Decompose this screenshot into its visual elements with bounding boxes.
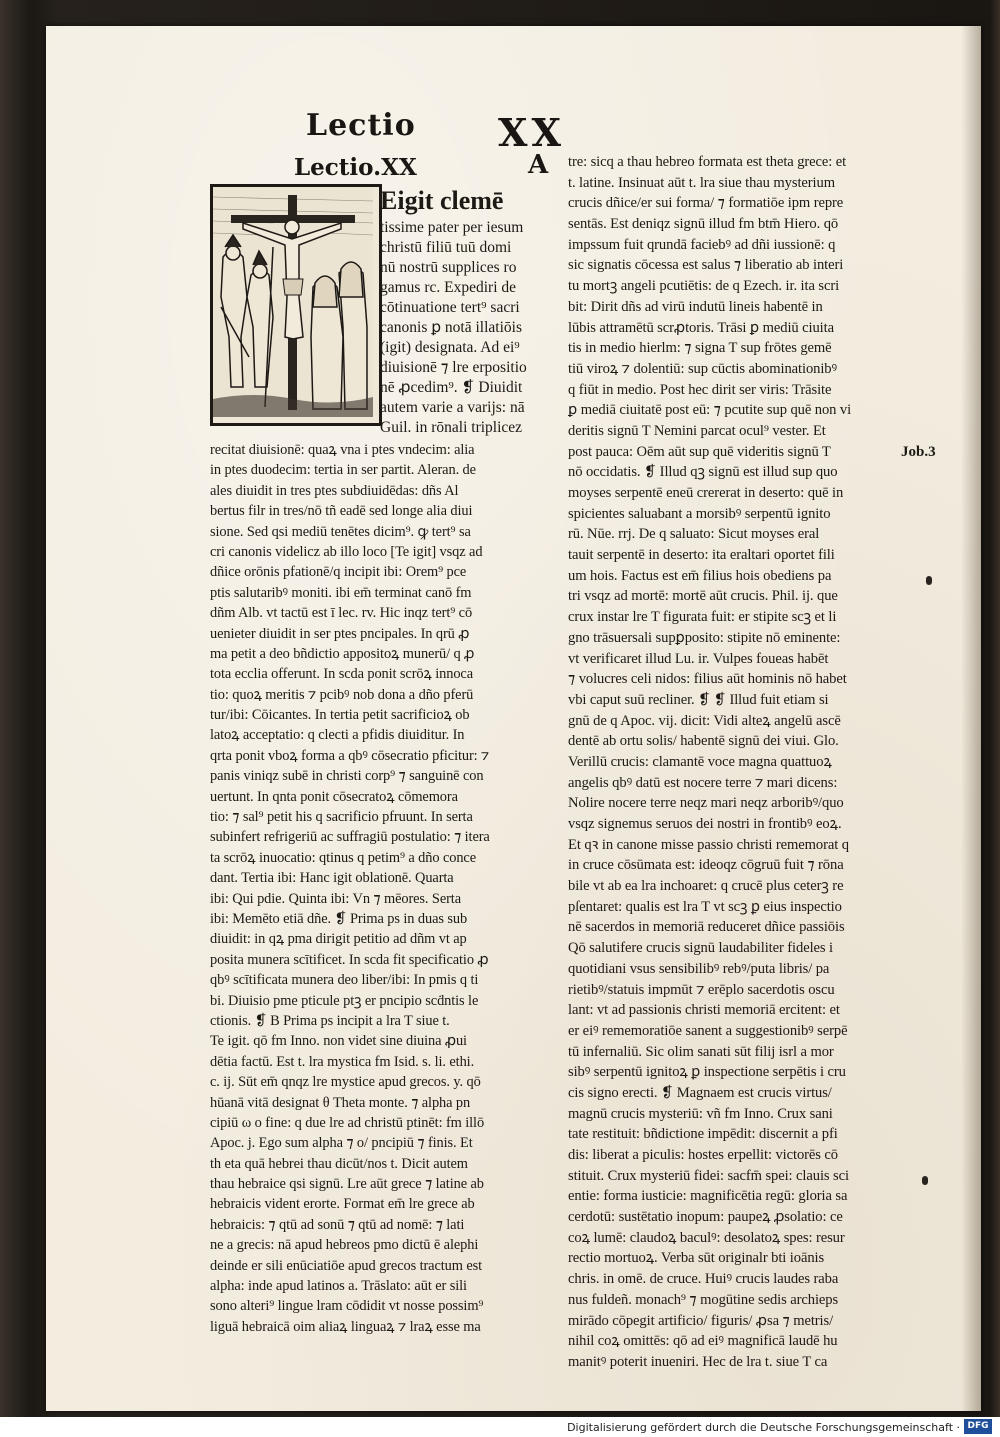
text-line: bile vt ab ea lra inchoaret: q crucē plus ceterꝫ re bbox=[568, 878, 844, 895]
text-line: entie: forma iusticie: magnificētia regū: gloria sa bbox=[568, 1188, 848, 1205]
margin-note: Job.3 bbox=[901, 444, 936, 460]
text-line: panis viniqz subē in christi corp⁹ ⁊ sanguinē con bbox=[210, 768, 484, 785]
text-line: ibi: Qui pdie. Quinta ibi: Vn ⁊ mēores. Serta bbox=[210, 890, 461, 907]
text-line: Nolire nocere terre neqz mari neqz arboribꝰ/quo bbox=[568, 795, 844, 812]
capital-line: tissime pater per iesum bbox=[380, 219, 524, 236]
text-line: coꝝ lumē: claudoꝝ baculꝰ: desolatoꝝ spes: resur bbox=[568, 1229, 845, 1246]
text-line: in ptes duodecim: tertia in ser partit. Aleran. de bbox=[210, 462, 476, 479]
text-line: sic signatis cōcessa est salus ⁊ liberatio ab interi bbox=[568, 257, 844, 274]
text-line: crucis dñice/er sui forma/ ⁊ formatiōe ipm repre bbox=[568, 195, 844, 212]
capital-line: canonis ꝑ notā illatiōis bbox=[380, 319, 522, 336]
text-line: Te igit. qō fm Inno. non videt sine diuina ꝓui bbox=[210, 1033, 467, 1050]
text-line: Et qꝛ in canone misse passio christi rememorat q bbox=[568, 836, 849, 853]
text-line: ales diuidit in tres ptes subdiuidēdas: dñs Al bbox=[210, 482, 459, 499]
text-line: vbi caput suū recliner. ❡ ❡ Illud fuit etiam si bbox=[568, 691, 829, 708]
text-line: crux instar lre T figurata fuit: er stipite scꝫ et li bbox=[568, 609, 837, 626]
text-line: cis signo erecti. ❡ Magnaem est crucis virtus/ bbox=[568, 1084, 832, 1101]
text-line: ma petit a deo bñdictio appositoꝝ munerū/ q ꝓ bbox=[210, 645, 475, 662]
text-line: posita munera scītificet. In scda fit specificatio ꝓ bbox=[210, 951, 489, 968]
text-line: tri vsqz ad mortē: mortē aūt crucis. Phil. ij. que bbox=[568, 588, 838, 605]
text-line: bertus filr in tres/nō tñ eadē sed longe alia diui bbox=[210, 503, 473, 520]
text-line: diuidit: in qꝝ pma dirigit petitio ad dñm vt ap bbox=[210, 931, 467, 948]
capital-line: cōtinuatione tert⁹ sacri bbox=[380, 299, 520, 316]
funding-notice: Digitalisierung gefördert durch die Deutsche Forschungsgemeinschaft · bbox=[567, 1421, 960, 1434]
text-line: moyses serpentē eneū crererat in deserto: quē in bbox=[568, 485, 844, 501]
text-line: qbꝰ scītificata munera deo liber/ibi: In pmis q ti bbox=[210, 972, 479, 989]
text-line: tū infernaliū. Sic olim sanati sūt filij isrl a mor bbox=[568, 1043, 834, 1060]
text-line: hebraicis vident erorte. Format em̄ lre grece ab bbox=[210, 1196, 475, 1213]
text-line: hūanā vitā designat θ Theta monte. ⁊ alpha pn bbox=[210, 1094, 471, 1111]
text-line: magnū crucis mysteriū: vñ fm Inno. Crux sani bbox=[568, 1105, 833, 1122]
text-line: chris. in omē. de cruce. Huiꝰ crucis laudes raba bbox=[568, 1271, 839, 1288]
left-text-column bbox=[210, 440, 540, 1337]
text-line: mirādo cōpegit artificio/ figuris/ ꝓsa ⁊ metris/ bbox=[568, 1312, 834, 1329]
text-line: ⁊ volucres celi nidos: filius aūt hominis nō habet bbox=[568, 671, 847, 688]
text-line: dñice orōnis pfationē/q incipit ibi: Orem⁹ pce bbox=[210, 564, 467, 581]
text-line: cerdotū: sustētatio inopum: paupeꝝ ꝓsolatio: ce bbox=[568, 1209, 843, 1226]
text-line: rectio mortuoꝝ. Verba sūt originalr bti ioānis bbox=[568, 1250, 825, 1267]
text-line: Qō salutifere crucis signū laudabiliter fideles i bbox=[568, 940, 833, 957]
text-line: sibꝰ serpentū ignitoꝝ ꝑ inspectione serpētis i cru bbox=[568, 1064, 846, 1081]
capital-line: diuisionē ⁊ lre erpositio bbox=[380, 359, 527, 376]
text-line: um hois. Factus est em̄ filius hois obediens pa bbox=[568, 567, 832, 584]
right-text-column bbox=[568, 152, 908, 1373]
text-line: lant: vt ad passionis christi memoriā ercitent: et bbox=[568, 1002, 840, 1019]
ink-speck bbox=[926, 576, 932, 585]
text-line: vt verificaret illud Lu. ir. Vulpes foueas habēt bbox=[568, 650, 829, 667]
text-line: tate restituit: bñdictione impēdit: discernit a pfi bbox=[568, 1126, 838, 1143]
text-line: sentās. Est deniqz signū illud fm btm̄ Hiero. qō bbox=[568, 216, 839, 233]
text-line: deritis signū T Nemini parcat ocul⁹ vester. Et bbox=[568, 422, 826, 439]
text-line: pſentaret: qualis est lra T vt scꝫ ꝑ eius inspectio bbox=[568, 898, 842, 915]
text-line: ta scrōꝝ inuocatio: qtinus q petim⁹ a dño conce bbox=[210, 849, 477, 866]
text-line: ptis salutaribꝰ moniti. ibi em̄ terminat canō fm bbox=[210, 584, 472, 601]
text-line: qrta ponit vboꝝ forma a qbꝰ cōsecratio pficitur: ⁊ bbox=[210, 747, 490, 764]
text-line: spicientes saluabant a morsibꝰ serpentū ignito bbox=[568, 505, 831, 522]
section-letter: A bbox=[528, 150, 549, 180]
text-line: thau hebraice qsi signū. Lre aūt grece ⁊ latine ab bbox=[210, 1176, 484, 1193]
text-line: bit: Dirit dñs ad virū indutū lineis habentē in bbox=[568, 298, 823, 315]
text-line: ctionis. ❡ B Prima ps incipit a lra T siue t. bbox=[210, 1012, 450, 1029]
running-head-folio: XX bbox=[498, 110, 565, 155]
text-line: bi. Diuisio pme pticule ptꝫ er pncipio scḋntis le bbox=[210, 992, 479, 1009]
capital-line: Guil. in rōnali triplicez bbox=[380, 419, 523, 436]
text-line: uertunt. In qnta ponit cōsecratoꝝ cōmemora bbox=[210, 788, 458, 805]
capital-line: nē ꝓcedim⁹. ❡ Diuidit bbox=[380, 379, 523, 396]
text-line: tota ecclia offerunt. In scda ponit scrōꝝ innoca bbox=[210, 666, 473, 683]
text-line: stituit. Crux mysteriū fidei: sacfm̄ spei: clauis sci bbox=[568, 1167, 849, 1184]
text-line: er eiꝰ rememoratiōe sanent a suggestionibꝰ serpē bbox=[568, 1022, 848, 1039]
text-line: Verillū crucis: clamantē voce magna quattuoꝝ bbox=[568, 753, 832, 770]
text-line: ibi: Memēto etiā dñe. ❡ Prima ps in duas sub bbox=[210, 910, 468, 927]
text-line: uenieter diuidit in ser ptes pncipales. In qrū ꝓ bbox=[210, 625, 470, 642]
text-line: tur/ibi: Cōicantes. In tertia petit sacrificioꝝ ob bbox=[210, 707, 470, 724]
capital-line: (igit) designata. Ad ei⁹ bbox=[380, 339, 520, 356]
text-line: nus fuldeñ. monach⁹ ⁊ mogūtine sedis archieps bbox=[568, 1291, 839, 1308]
text-line: dētia factū. Est t. lra mystica fm Isid. s. li. ethi. bbox=[210, 1053, 475, 1070]
text-line: ꝑ mediā ciuitatē post eū: ⁊ pcutite sup quē non vi bbox=[568, 402, 852, 419]
text-line: sione. Sed qsi mediū tenētes dicim⁹. ꝙ tert⁹ sa bbox=[210, 523, 471, 540]
text-line: tre: sicq a thau hebreo formata est theta grece: et bbox=[568, 154, 847, 170]
text-line: Apoc. j. Ego sum alpha ⁊ o/ pncipiū ⁊ finis. Et bbox=[210, 1135, 473, 1152]
text-line: angelis qbꝰ datū est nocere terre ⁊ mari dicens: bbox=[568, 774, 838, 791]
ink-speck bbox=[922, 1176, 928, 1185]
text-line: tauit serpentē in deserto: ita eraltari oportet fili bbox=[568, 547, 835, 564]
text-line: lūbis attramētū scrꝓtoris. Trāsi ꝑ mediū ciuita bbox=[568, 319, 834, 336]
text-line: nō occidatis. ❡ Illud qꝫ signū est illud sup quo bbox=[568, 464, 838, 481]
text-line: dant. Tertia ibi: Hanc igit oblationē. Quarta bbox=[210, 870, 454, 887]
crucifixion-woodcut-icon bbox=[210, 184, 382, 426]
text-line: dis: liberat a piculis: hostes erpellit: victorēs cō bbox=[568, 1147, 838, 1163]
text-line: ne a grecis: nā apud hebreos pmo dictū ē alephi bbox=[210, 1237, 479, 1254]
text-line: subinfert refrigeriū ac suffragiū postulatio: ⁊ itera bbox=[210, 829, 490, 846]
text-line: latoꝝ acceptatio: q clecti a pfidis diuiditur. In bbox=[210, 727, 465, 744]
text-line: nihil coꝝ omittēs: qō ad eiꝰ magnificā laudē hu bbox=[568, 1333, 838, 1350]
text-line: tio: quoꝝ meritis ⁊ pcibꝰ nob dona a dño pferū bbox=[210, 686, 474, 703]
text-line: manitꝰ poterit inueniri. Hec de lra t. siue T ca bbox=[568, 1353, 828, 1370]
text-line: gnū de q Apoc. vij. dicit: Vidi alteꝝ angelū ascē bbox=[568, 712, 841, 729]
text-line: c. ij. Sūt em̄ qnqz lre mystice apud grecos. y. qō bbox=[210, 1074, 481, 1091]
text-line: impssum fuit qrundā faciebꝰ ad dñi iussionē: q bbox=[568, 236, 836, 253]
text-line: rietibꝰ/statuis impmūt ⁊ erēplo sacerdotis oscu bbox=[568, 981, 835, 998]
text-line: tu mortꝫ angeli pcutiētis: de q Ezech. ir. ita scri bbox=[568, 278, 840, 295]
running-head-left: Lectio bbox=[306, 108, 416, 143]
text-line: nē sacerdos in memoriā reduceret dñice passiōis bbox=[568, 919, 845, 936]
text-line: deinde er sili enūciatiōe apud grecos tractum est bbox=[210, 1257, 483, 1274]
text-line: t. latine. Insinuat aūt t. lra siue thau mysterium bbox=[568, 174, 835, 191]
capital-line: nū nostrū supplices ro bbox=[380, 259, 517, 276]
text-line: tiū viroꝝ ⁊ dolentiū: sup cūctis abominationibꝰ bbox=[568, 360, 837, 377]
book-page bbox=[46, 26, 981, 1411]
woodcut-illustration-icon bbox=[213, 187, 373, 417]
text-line: post pauca: Oēm aūt sup quē videritis signū T bbox=[568, 443, 831, 460]
text-line: recitat diuisionē: quaꝝ vna i ptes vndecim: alia bbox=[210, 442, 475, 458]
capital-line: Eigit clemē bbox=[380, 186, 504, 215]
text-line: th eta quā hebrei thau dicūt/nos t. Dicit autem bbox=[210, 1155, 468, 1172]
text-line: quotidiani vsus sensibilibꝰ rebꝰ/puta libris/ pa bbox=[568, 960, 830, 977]
text-line: cri canonis videlicz ab illo loco [Te igit] vsqz ad bbox=[210, 543, 483, 560]
capital-line: christū filiū tuū domi bbox=[380, 239, 512, 256]
capital-line: autem varie a varijs: nā bbox=[380, 399, 525, 416]
page-gutter-shadow bbox=[961, 26, 981, 1411]
text-line: rū. Nūe. rrj. De q saluato: Sicut moyses eral bbox=[568, 526, 820, 543]
text-line: sono alteri⁹ lingue lram cōdidit vt nosse possim⁹ bbox=[210, 1298, 484, 1315]
text-line: alpha: inde apud latinos a. Trāslato: aūt er sili bbox=[210, 1278, 467, 1295]
text-line: vsqz signemus seruos dei nostri in frontibꝰ eoꝝ. bbox=[568, 816, 842, 832]
text-line: cipiū ω o fine: q due lre ad christū ptinēt: fm illō bbox=[210, 1114, 485, 1131]
text-line: hebraicis: ⁊ qtū ad sonū ⁊ qtū ad nomē: ⁊ lati bbox=[210, 1216, 465, 1233]
text-line: in cruce cōsūmata est: ideoqz cōgruū fuit ⁊ rōna bbox=[568, 857, 844, 874]
text-line: gno trāsuersali supꝑposito: stipite nō eminente: bbox=[568, 629, 841, 646]
capital-line: gamus rc. Expediri de bbox=[380, 279, 517, 296]
dfg-logo-icon: DFG bbox=[964, 1419, 992, 1434]
text-line: liguā hebraicā oim aliaꝝ linguaꝝ ⁊ lraꝝ esse ma bbox=[210, 1318, 481, 1335]
text-line: tio: ⁊ sal⁹ petit his q sacrificio pfruunt. In serta bbox=[210, 809, 473, 826]
section-heading: Lectio.XX bbox=[294, 154, 417, 181]
text-line: tis in medio hierlm: ⁊ signa T sup frōtes gemē bbox=[568, 340, 832, 357]
text-line: dentē ab ortu solis/ habentē signū dei viui. Glo. bbox=[568, 733, 839, 750]
text-line: q fiūt in medio. Post hec dirit ser viris: Trāsite bbox=[568, 381, 832, 398]
text-line: dñm Alb. vt tactū est ī lec. rv. Hic inqz tert⁹ cō bbox=[210, 605, 473, 622]
